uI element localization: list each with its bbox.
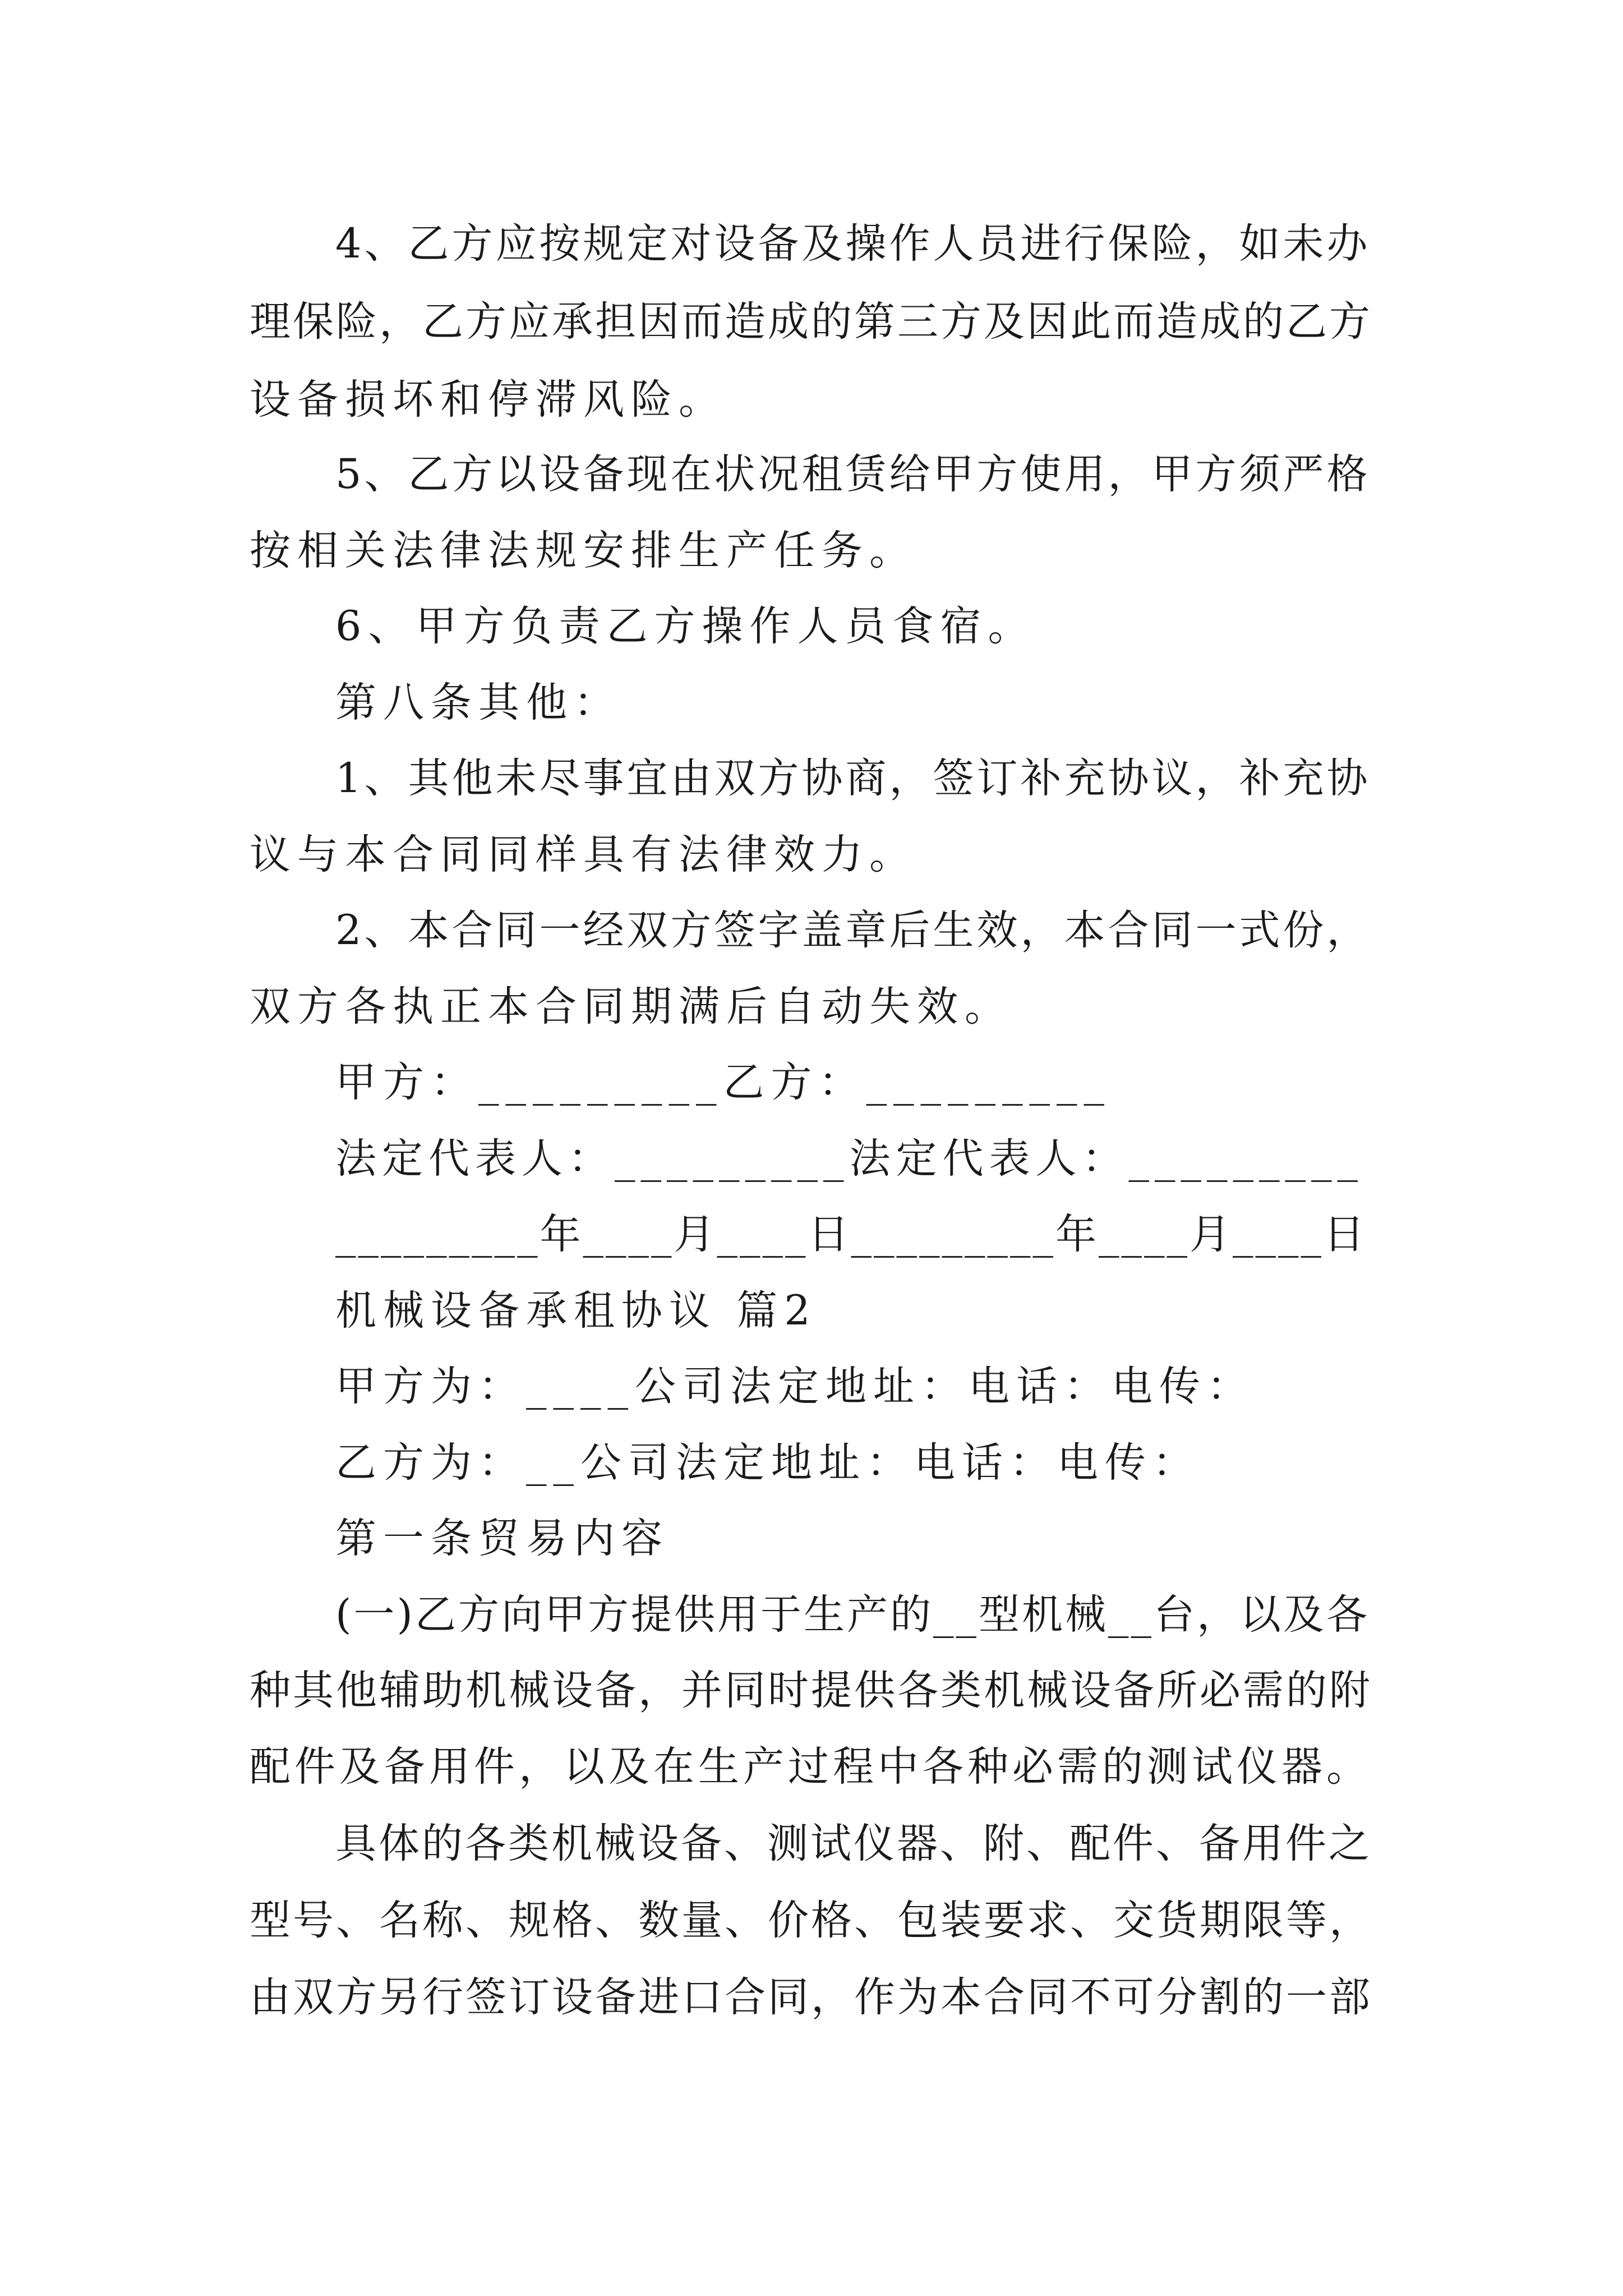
text-line: 双方各执正本合同期满后自动失效。 — [250, 983, 1012, 1030]
text-line: 议与本合同同样具有法律效力。 — [250, 831, 917, 878]
text-line: 由双方另行签订设备进口合同，作为本合同不可分割的一部 — [250, 1973, 1372, 2021]
section-heading: 第一条贸易内容 — [335, 1515, 669, 1562]
signature-dates: _________年____月____日_________年____月____日 — [335, 1211, 1367, 1258]
section-heading: 第八条其他： — [335, 679, 621, 726]
party-b-info: 乙方为：__公司法定地址：电话：电传： — [335, 1439, 1200, 1487]
text-line: 1、其他未尽事宜由双方协商，签订补充协议，补充协 — [335, 754, 1371, 802]
text-line: 2、本合同一经双方签字盖章后生效，本合同一式份， — [335, 907, 1371, 954]
text-line: 4、乙方应按规定对设备及操作人员进行保险，如未办 — [335, 220, 1371, 268]
text-line: 配件及备用件，以及在生产过程中各种必需的测试仪器。 — [250, 1743, 1371, 1791]
text-line: 按相关法律法规安排生产任务。 — [250, 527, 917, 574]
text-line: 型号、名称、规格、数量、价格、包装要求、交货期限等， — [250, 1897, 1372, 1944]
text-line: 6、甲方负责乙方操作人员食宿。 — [335, 602, 1036, 650]
text-line: 具体的各类机械设备、测试仪器、附、配件、备用件之 — [335, 1820, 1372, 1867]
text-line: 种其他辅助机械设备，并同时提供各类机械设备所必需的附 — [250, 1667, 1372, 1714]
text-line: 5、乙方以设备现在状况租赁给甲方使用，甲方须严格 — [335, 450, 1371, 498]
signature-representatives: 法定代表人：_________法定代表人：_________ — [335, 1135, 1363, 1182]
document-title: 机械设备承租协议 篇2 — [335, 1287, 817, 1335]
text-line: (一)乙方向甲方提供用于生产的__型机械__台，以及各 — [335, 1591, 1370, 1639]
text-line: 设备损坏和停滞风险。 — [250, 376, 726, 424]
party-a-info: 甲方为：____公司法定地址：电话：电传： — [335, 1363, 1255, 1410]
signature-parties: 甲方：_________乙方：_________ — [335, 1059, 1111, 1106]
text-line: 理保险，乙方应承担因而造成的第三方及因此而造成的乙方 — [250, 298, 1372, 346]
